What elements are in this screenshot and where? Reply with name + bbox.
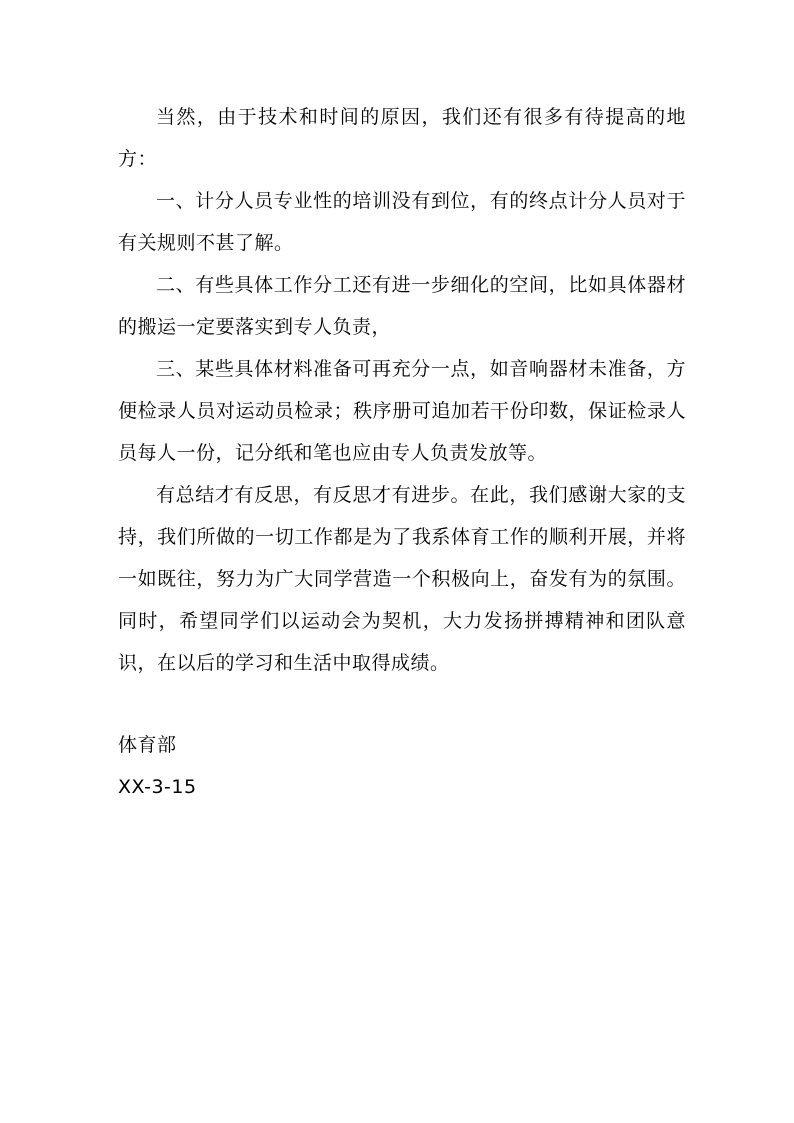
paragraph-item-2: 二、有些具体工作分工还有进一步细化的空间，比如具体器材的搬运一定要落实到专人负责，: [118, 274, 686, 338]
signature-block: [118, 724, 418, 808]
paragraph-conclusion: 有总结才有反思，有反思才有进步。在此，我们感谢大家的支持，我们所做的一切工作都是为了我系体育工作的顺利开展，并将一如既往，努力为广大同学营造一个积极向上，奋发有为的氛围。同时，希望同学们以运动会为契机，大力发扬拼搏精神和团队意识，在以后的学习和生活中取得成绩。: [118, 484, 686, 674]
paragraph-item-3: 三、某些具体材料准备可再充分一点，如音响器材未准备，方便检录人员对运动员检录；秩序册可追加若干份印数，保证检录人员每人一份，记分纸和笔也应由专人负责发放等。: [118, 358, 686, 464]
paragraph-intro: 当然，由于技术和时间的原因，我们还有很多有待提高的地方：: [118, 106, 686, 170]
signature-date: XX-3-15: [118, 776, 197, 798]
paragraph-item-1: 一、计分人员专业性的培训没有到位，有的终点计分人员对于有关规则不甚了解。: [118, 190, 686, 254]
document-body: [118, 96, 686, 684]
signature-department: 体育部: [118, 734, 177, 756]
